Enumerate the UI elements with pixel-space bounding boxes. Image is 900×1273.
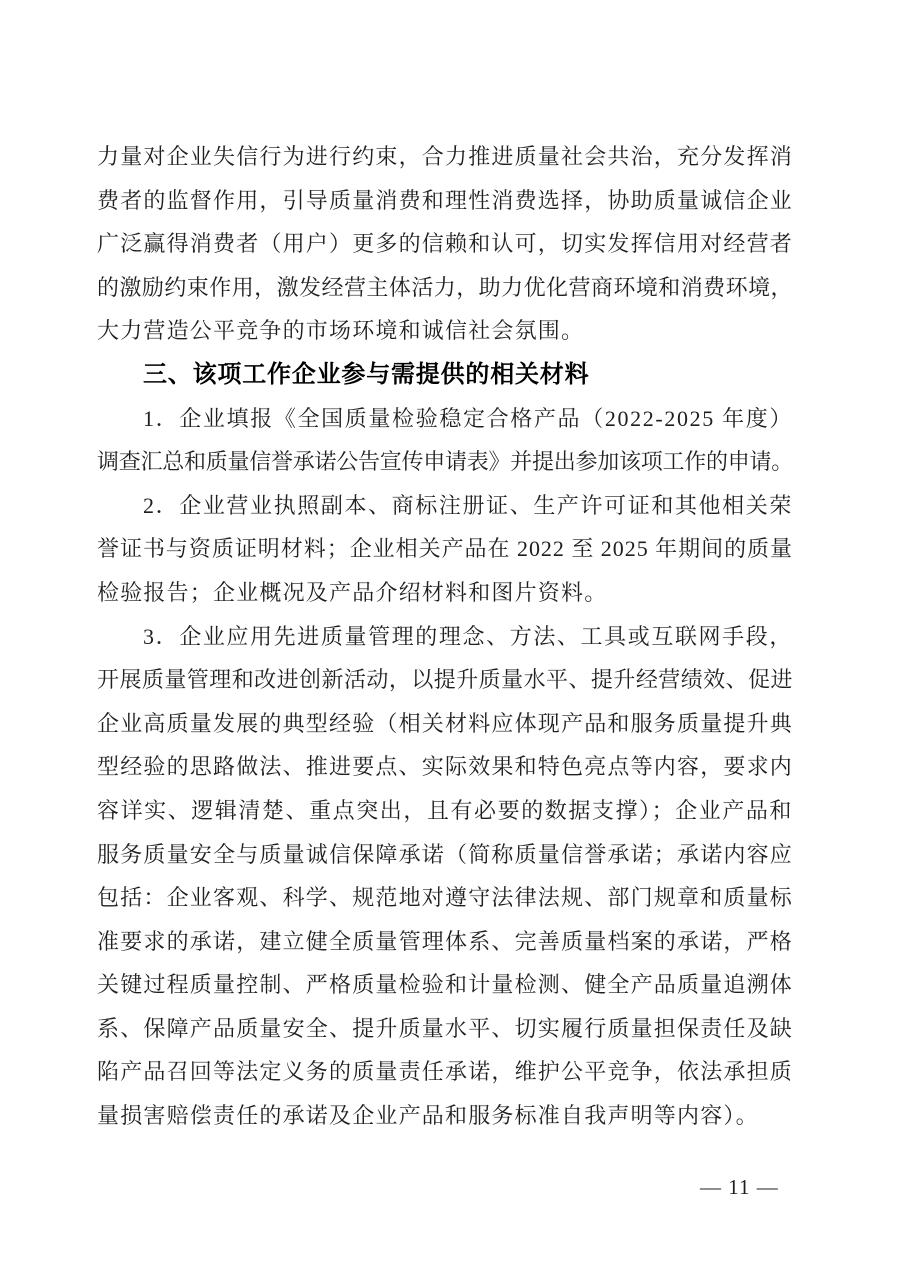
- text-line-content: 准要求的承诺，建立健全质量管理体系、完善质量档案的承诺，严格: [97, 928, 793, 954]
- text-line-content: 系、保障产品质量安全、提升质量水平、切实履行质量担保责任及缺: [97, 1015, 793, 1041]
- text-line: [97, 397, 793, 441]
- text-line: [97, 658, 793, 702]
- text-line: [97, 920, 793, 964]
- text-line-content: 三、该项工作企业参与需提供的相关材料: [143, 360, 590, 388]
- text-line: [97, 135, 793, 179]
- text-line: [97, 702, 793, 746]
- text-line-content: 的激励约束作用，激发经营主体活力，助力优化营商环境和消费环境，: [97, 274, 793, 300]
- page-number-text: — 11 —: [700, 1175, 779, 1199]
- text-line: [97, 179, 793, 223]
- text-line: [97, 615, 793, 659]
- text-line-content: 力量对企业失信行为进行约束，合力推进质量社会共治，充分发挥消: [97, 144, 793, 169]
- text-line: [97, 789, 793, 833]
- text-line: [97, 484, 793, 528]
- text-line-content: 量损害赔偿责任的承诺及企业产品和服务标准自我声明等内容）。: [97, 1103, 759, 1129]
- text-line: [97, 876, 793, 920]
- text-line-content: 服务质量安全与质量诚信保障承诺（简称质量信誉承诺；承诺内容应: [97, 841, 793, 867]
- section-heading: [97, 353, 793, 397]
- text-line-content: 费者的监督作用，引导质量消费和理性消费选择，协助质量诚信企业: [97, 187, 793, 213]
- text-line-content: 包括：企业客观、科学、规范地对遵守法律法规、部门规章和质量标: [97, 885, 793, 911]
- text-line: [97, 440, 793, 484]
- text-line-content: 检验报告；企业概况及产品介绍材料和图片资料。: [97, 579, 608, 605]
- text-line-content: 调查汇总和质量信誉承诺公告宣传申请表》并提出参加该项工作的申请。: [97, 449, 793, 475]
- text-line: [97, 963, 793, 1007]
- text-line: [97, 1050, 793, 1094]
- text-line-content: 关键过程质量控制、严格质量检验和计量检测、健全产品质量追溯体: [97, 972, 793, 998]
- text-line-content: 3．企业应用先进质量管理的理念、方法、工具或互联网手段，: [143, 623, 793, 649]
- text-line: [97, 1094, 793, 1138]
- text-line: [97, 222, 793, 266]
- text-line: [97, 745, 793, 789]
- text-line: [97, 571, 793, 615]
- text-line-content: 2．企业营业执照副本、商标注册证、生产许可证和其他相关荣: [143, 492, 793, 518]
- page-number: [675, 1150, 779, 1225]
- text-line-content: 誉证书与资质证明材料；企业相关产品在 2022 至 2025 年期间的质量: [97, 536, 793, 562]
- text-line-content: 陷产品召回等法定义务的质量责任承诺，维护公平竞争，依法承担质: [97, 1059, 793, 1085]
- document-body: [97, 135, 793, 1138]
- text-line: [97, 266, 793, 310]
- text-line-content: 开展质量管理和改进创新活动，以提升质量水平、提升经营绩效、促进: [97, 667, 793, 693]
- text-line-content: 企业高质量发展的典型经验（相关材料应体现产品和服务质量提升典: [97, 710, 793, 736]
- text-line: [97, 527, 793, 571]
- text-line-content: 容详实、逻辑清楚、重点突出，且有必要的数据支撑）；企业产品和: [97, 797, 793, 823]
- text-line: [97, 1007, 793, 1051]
- text-line-content: 大力营造公平竞争的市场环境和诚信社会氛围。: [97, 318, 585, 344]
- text-line: [97, 309, 793, 353]
- text-line-content: 型经验的思路做法、推进要点、实际效果和特色亮点等内容，要求内: [97, 754, 793, 780]
- text-line-content: 1．企业填报《全国质量检验稳定合格产品（2022-2025 年度）: [143, 405, 793, 431]
- text-line-content: 广泛赢得消费者（用户）更多的信赖和认可，切实发挥信用对经营者: [97, 231, 793, 257]
- text-line: [97, 833, 793, 877]
